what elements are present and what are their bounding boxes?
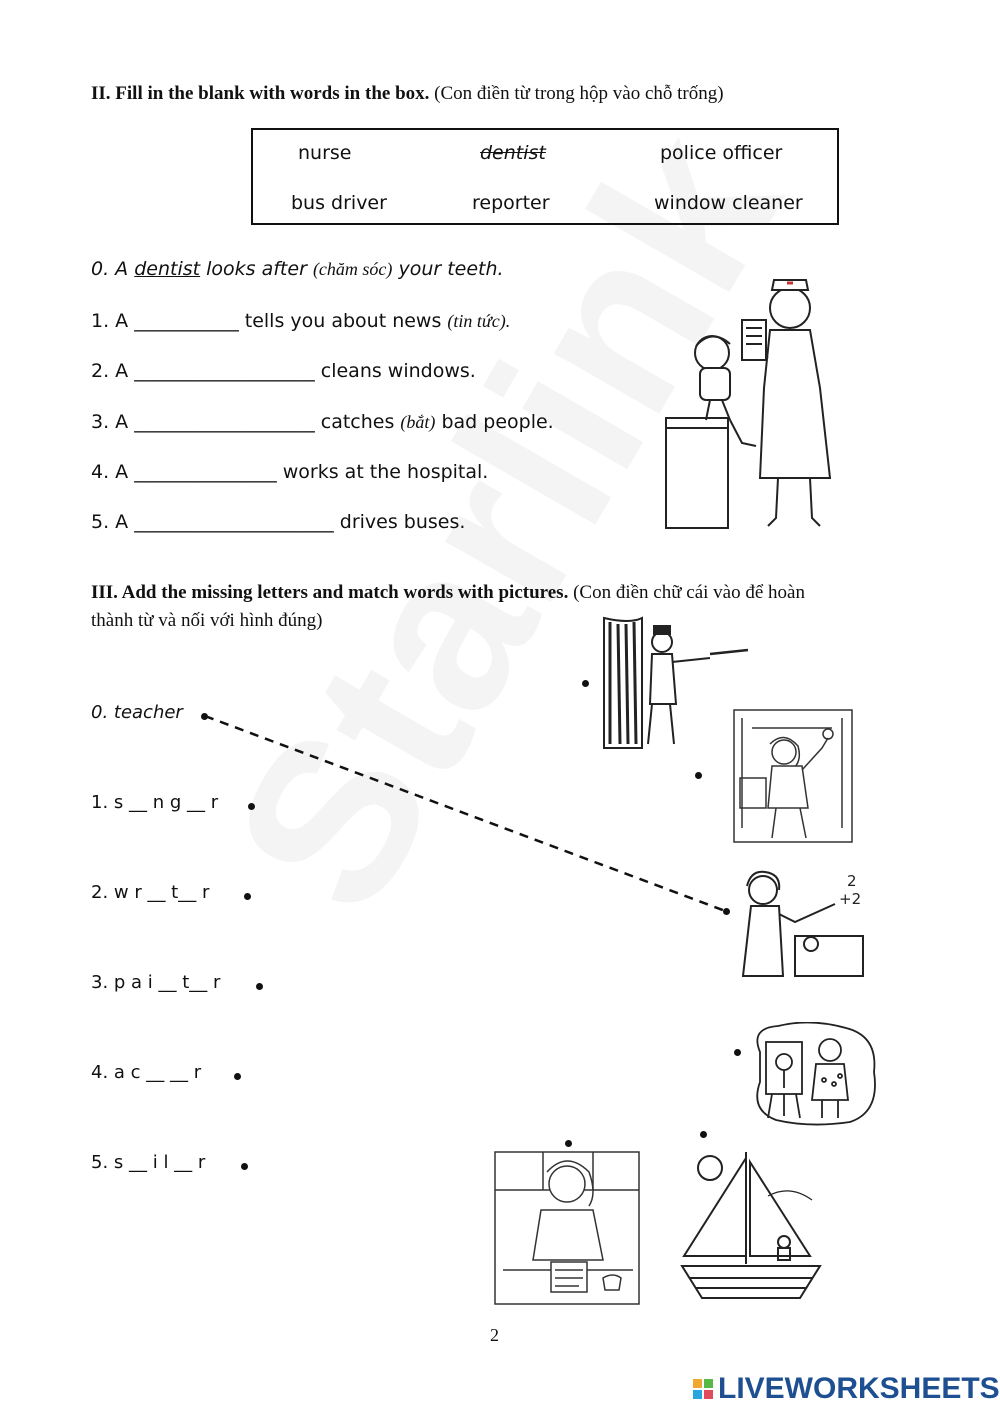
picture-dot-painter[interactable] [734,1049,741,1056]
singer-picture [732,708,854,844]
picture-dot-writer[interactable] [565,1140,572,1147]
section2-title: II. Fill in the blank with words in the box. [91,83,430,104]
match-item-4[interactable]: 4. a c __ __ r [91,1062,202,1083]
svg-text:+2: +2 [839,890,862,908]
page-number: 2 [490,1325,499,1345]
liveworksheets-logo[interactable]: LIVEWORKSHEETS [718,1372,1000,1405]
sentence-5: 5. A _____________________ drives buses. [91,511,466,533]
writer-picture [493,1150,641,1306]
actor-picture [600,614,752,752]
section2-title-note: (Con điền từ trong hộp vào chỗ trống) [429,83,724,104]
word-dentist: dentist [480,142,546,164]
blank-1[interactable]: ___________ [134,310,239,332]
blank-4[interactable]: _______________ [134,461,277,483]
section3-heading: III. Add the missing letters and match words with pictures. (Con điền chữ cái vào để hoàn thành từ và nối với hình đúng) [91,582,805,631]
match-item-1[interactable]: 1. s __ n g __ r [91,792,219,813]
svg-text:2: 2 [847,872,857,890]
sailor-picture [680,1148,822,1308]
section3-title: III. Add the missing letters and match words with pictures. [91,582,569,603]
match-item-5[interactable]: 5. s __ i l __ r [91,1152,206,1173]
word-reporter: reporter [472,192,550,214]
picture-dot-sailor[interactable] [700,1131,707,1138]
word-window-cleaner: window cleaner [654,192,803,214]
word-bus-driver: bus driver [291,192,387,214]
teacher-picture [735,866,865,981]
match-item-0: 0. teacher [91,702,183,723]
blank-3[interactable]: ___________________ [134,411,315,433]
painter-picture [750,1022,880,1126]
sentence-4: 4. A _______________ works at the hospital. [91,461,489,483]
picture-dot-actor[interactable] [582,680,589,687]
sentence-3: 3. A ___________________ catches (bắt) bad people. [91,411,554,433]
word-police-officer: police officer [660,142,783,164]
sentence-1: 1. A ___________ tells you about news (tin tức). [91,310,511,332]
sentence-2: 2. A ___________________ cleans windows. [91,360,476,382]
example-answer: dentist [134,258,201,280]
example-sentence: 0. A dentist looks after (chăm sóc) your teeth. [91,258,504,280]
liveworksheets-logo-icon [692,1378,714,1400]
blank-2[interactable]: ___________________ [134,360,315,382]
picture-dot-teacher[interactable] [723,908,730,915]
match-item-3[interactable]: 3. p a i __ t__ r [91,972,221,993]
match-item-2[interactable]: 2. w r __ t__ r [91,882,210,903]
word-nurse: nurse [298,142,352,164]
blank-5[interactable]: _____________________ [134,511,334,533]
picture-dot-singer[interactable] [695,772,702,779]
